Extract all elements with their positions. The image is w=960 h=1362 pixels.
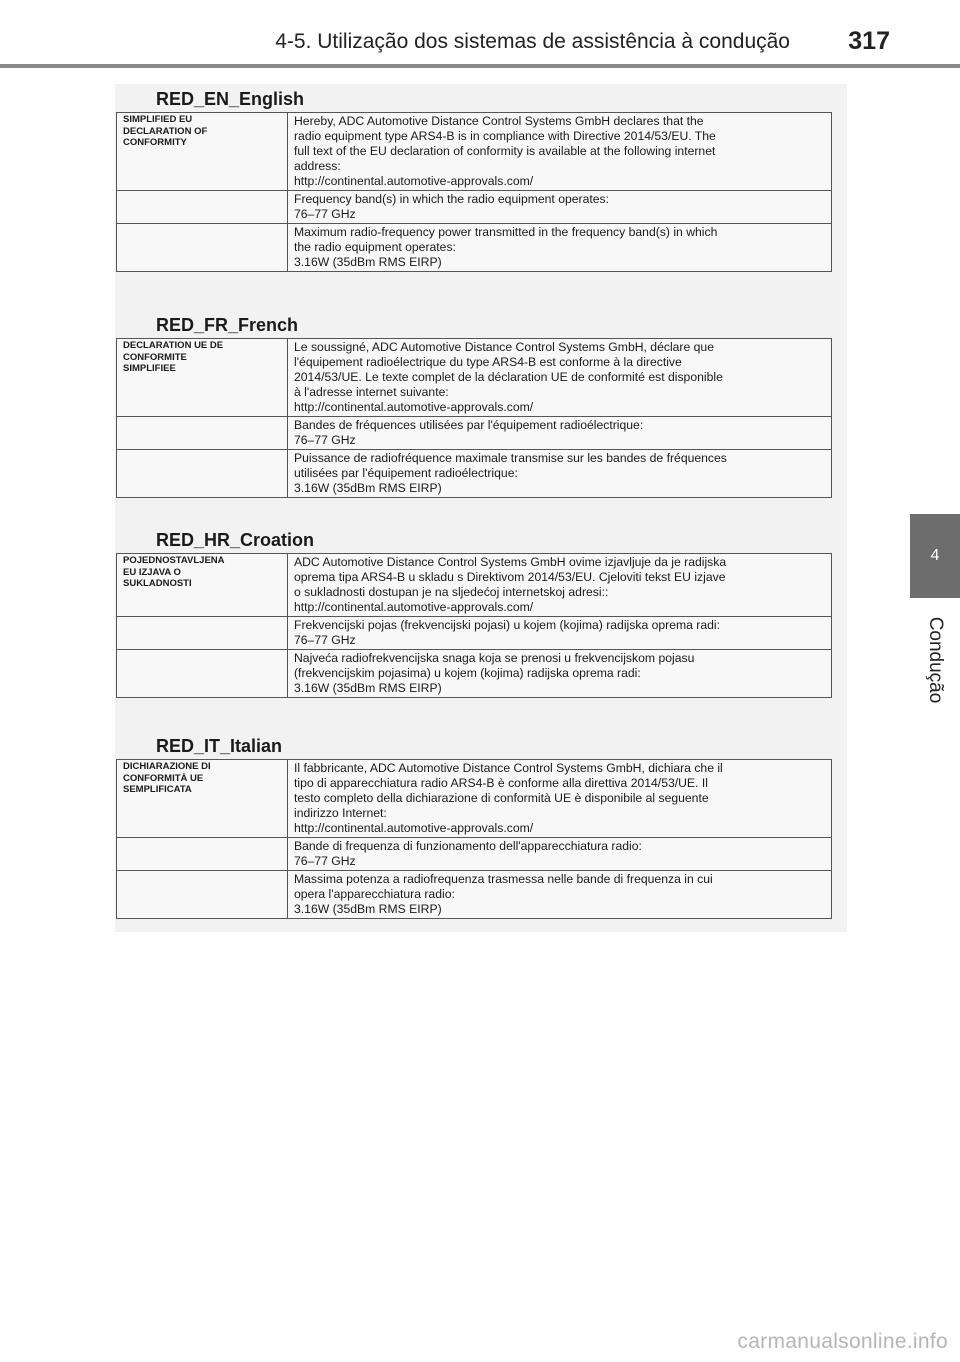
page-number: 317 [848,27,890,55]
table-row [117,838,832,871]
declaration-text-line: utilisées par l'équipement radioélectrique: [294,466,518,480]
declaration-label-cell [117,417,288,450]
declaration-label-line: DECLARATION UE DE [123,340,224,351]
declaration-label-line: EU IZJAVA O [123,566,181,578]
declaration-table [116,112,832,272]
table-row [117,871,832,919]
declaration-text-line: 76–77 GHz [294,433,356,447]
declaration-text-line: Le soussigné, ADC Automotive Distance Control Systems GmbH, déclare que [294,340,714,354]
declaration-text-line: address: [294,159,341,173]
chapter-label: Condução [925,616,946,704]
declaration-content-cell [288,113,832,191]
declaration-section [116,313,832,498]
section-title: RED_EN_English [156,89,305,109]
declaration-label-cell [117,113,288,191]
declaration-text-line: 3.16W (35dBm RMS EIRP) [294,902,442,916]
declaration-content-cell [288,339,832,417]
declaration-content-cell [288,417,832,450]
declaration-text-line: l'équipement radioélectrique du type ARS4-B est conforme à la directive [294,355,682,369]
table-row [117,760,832,838]
declaration-table [116,553,832,698]
declaration-text-line: Bande di frequenza di funzionamento dell'apparecchiatura radio: [294,839,642,853]
declaration-text-line: 3.16W (35dBm RMS EIRP) [294,481,442,495]
declaration-content-cell [288,871,832,919]
declaration-label-cell [117,617,288,650]
declaration-label-cell [117,838,288,871]
watermark: carmanualsonline.info [737,1330,948,1353]
declaration-text-line: Frequency band(s) in which the radio equipment operates: [294,192,610,206]
declaration-label-cell [117,191,288,224]
declaration-content-cell [288,617,832,650]
declaration-label-line: CONFORMITÀ UE [123,772,204,784]
declaration-text-line: http://continental.automotive-approvals.com/ [294,174,534,188]
declaration-label-line: SIMPLIFIEE [123,363,176,374]
declaration-text-line: 3.16W (35dBm RMS EIRP) [294,681,442,695]
declaration-label-line: DICHIARAZIONE DI [123,761,211,772]
declaration-label-cell [117,554,288,617]
declaration-label-cell [117,871,288,919]
declaration-text-line: Hereby, ADC Automotive Distance Control Systems GmbH declares that the [294,114,704,128]
declaration-content-cell [288,191,832,224]
chapter-number: 4 [930,547,940,564]
declaration-text-line: 76–77 GHz [294,854,356,868]
declaration-label-line: DECLARATION OF [123,125,208,137]
declaration-text-line: Puissance de radiofréquence maximale transmise sur les bandes de fréquences [294,451,727,465]
declaration-content-cell [288,650,832,698]
table-row [117,417,832,450]
declaration-text-line: testo completo della dichiarazione di conformità UE è disponibile al seguente [294,791,709,805]
declaration-label-cell [117,760,288,838]
section-title: RED_HR_Croation [156,530,315,550]
declaration-text-line: full text of the EU declaration of conformity is available at the following internet [294,144,716,158]
table-row [117,650,832,698]
table-row [117,224,832,272]
declaration-text-line: http://continental.automotive-approvals.com/ [294,400,534,414]
declaration-text-line: Bandes de fréquences utilisées par l'équipement radioélectrique: [294,418,644,432]
declaration-text-line: o sukladnosti dostupan je na sljedećoj internetskoj adresi:: [294,585,609,599]
declaration-text-line: 76–77 GHz [294,207,356,221]
table-row [117,191,832,224]
declaration-text-line: radio equipment type ARS4-B is in compliance with Directive 2014/53/EU. The [294,129,716,143]
declaration-table [116,338,832,498]
header-divider [0,64,960,68]
declaration-section [116,734,832,919]
declaration-label-line: CONFORMITE [123,351,187,363]
chapter-side-label [910,598,960,722]
section-title: RED_FR_French [156,315,299,335]
declaration-text-line: Najveća radiofrekvencijska snaga koja se prenosi u frekvencijskom pojasu [294,651,695,665]
declaration-text-line: 3.16W (35dBm RMS EIRP) [294,255,442,269]
declaration-text-line: indirizzo Internet: [294,806,387,820]
declaration-label-line: SIMPLIFIED EU [123,114,193,125]
declaration-text-line: Il fabbricante, ADC Automotive Distance Control Systems GmbH, dichiara che il [294,761,723,775]
table-row [117,554,832,617]
table-row [117,450,832,498]
declaration-content-cell [288,838,832,871]
declaration-text-line: the radio equipment operates: [294,240,456,254]
chapter-tab [910,514,960,598]
declaration-text-line: Massima potenza a radiofrequenza trasmessa nelle bande di frequenza in cui [294,872,713,886]
declaration-text-line: Maximum radio-frequency power transmitted in the frequency band(s) in which [294,225,718,239]
declaration-text-line: http://continental.automotive-approvals.com/ [294,821,534,835]
declaration-text-line: ADC Automotive Distance Control Systems GmbH ovime izjavljuje da je radijska [294,555,727,569]
declaration-label-line: CONFORMITY [123,137,187,148]
declaration-content-cell [288,224,832,272]
declaration-table [116,759,832,919]
declaration-label-line: SEMPLIFICATA [123,784,192,795]
declaration-text-line: 2014/53/UE. Le texte complet de la déclaration UE de conformité est disponible [294,370,723,384]
declaration-section [116,528,832,698]
declaration-text-line: à l'adresse internet suivante: [294,385,449,399]
table-row [117,339,832,417]
declaration-text-line: oprema tipa ARS4-B u skladu s Direktivom 2014/53/EU. Cjeloviti tekst EU izjave [294,570,726,584]
declaration-section [116,87,832,272]
declaration-text-line: Frekvencijski pojas (frekvencijski pojasi) u kojem (kojima) radijska oprema radi: [294,618,721,632]
declaration-label-cell [117,650,288,698]
declaration-text-line: opera l'apparecchiatura radio: [294,887,455,901]
declaration-content-cell [288,554,832,617]
declaration-label-cell [117,339,288,417]
declaration-label-cell [117,450,288,498]
declaration-text-line: 76–77 GHz [294,633,356,647]
page-header [0,0,960,68]
table-row [117,617,832,650]
declaration-text-line: http://continental.automotive-approvals.com/ [294,600,534,614]
declaration-content-cell [288,450,832,498]
declaration-content-cell [288,760,832,838]
declaration-label-cell [117,224,288,272]
declaration-label-line: SUKLADNOSTI [123,578,192,589]
declaration-label-line: POJEDNOSTAVLJENA [123,555,225,566]
section-title: RED_IT_Italian [156,736,283,756]
declaration-text-line: tipo di apparecchiatura radio ARS4-B è conforme alla direttiva 2014/53/UE. Il [294,776,708,790]
table-row [117,113,832,191]
chapter-heading: 4-5. Utilização dos sistemas de assistência à condução [275,30,790,53]
declaration-text-line: (frekvencijskim pojasima) u kojem (kojima) radijska oprema radi: [294,666,641,680]
